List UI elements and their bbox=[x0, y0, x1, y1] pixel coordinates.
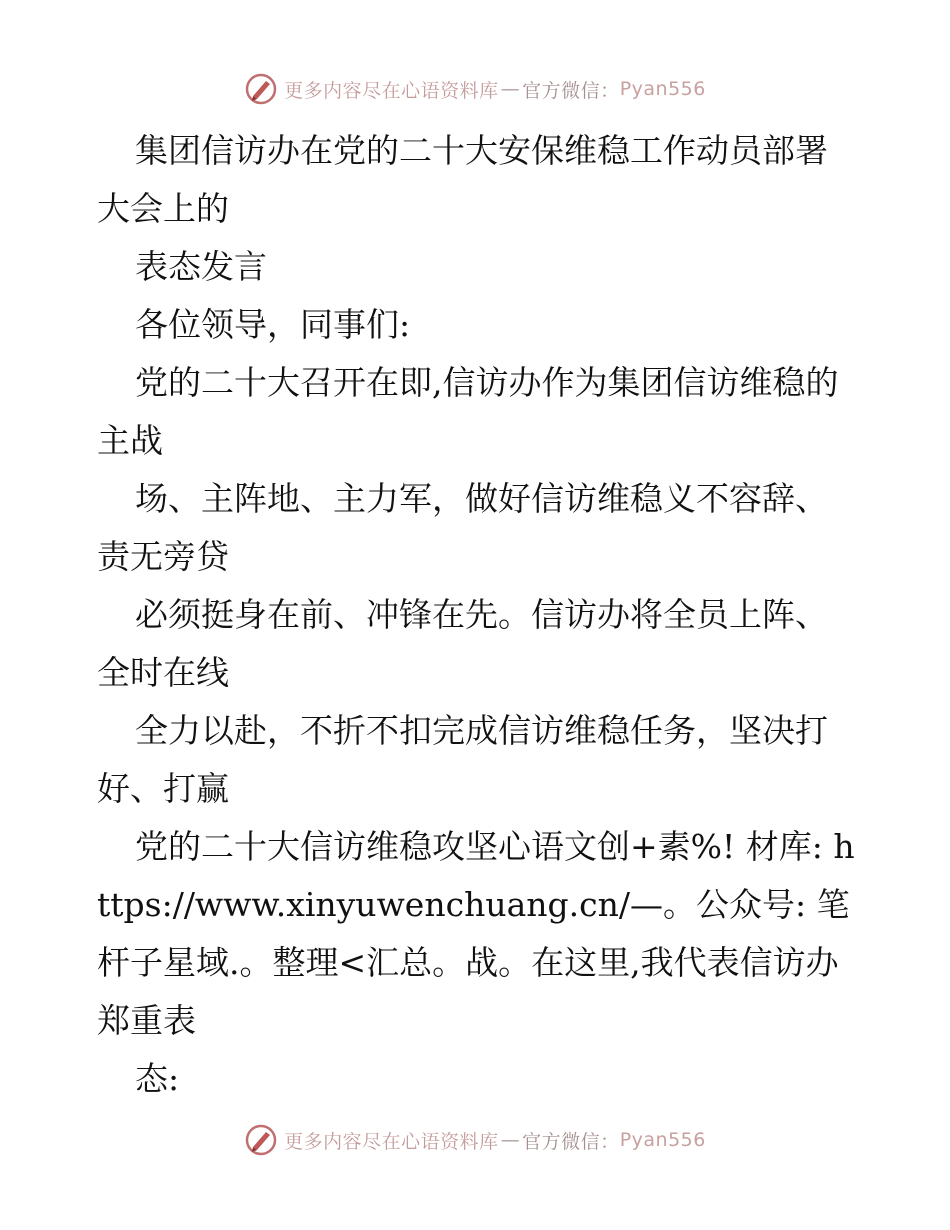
body-paragraph: 全力以赴，不折不扣完成信访维稳任务，坚决打好、打赢 bbox=[97, 711, 828, 808]
title-line: 集团信访办在党的二十大安保维稳工作动员部署大会上的 bbox=[97, 131, 828, 228]
footer-watermark-banner bbox=[0, 1123, 950, 1157]
banner-site-text: 更多内容尽在心语资料库 bbox=[284, 1130, 499, 1153]
subtitle-line: 表态发言 bbox=[135, 247, 267, 286]
banner-wechat-label: 官方微信： bbox=[522, 79, 620, 102]
pen-logo-icon bbox=[244, 1123, 278, 1157]
body-paragraph: 态: bbox=[135, 1059, 180, 1098]
body-paragraph: 党的二十大信访维稳攻坚心语文创+素%! 材库: https://www.xinyuwenchuang.cn/—。公众号: 笔杆子星域.。整理<汇总。战。在这里,我代表信访办郑重表 bbox=[97, 827, 855, 1040]
banner-site-text: 更多内容尽在心语资料库 bbox=[284, 79, 499, 102]
body-paragraph: 党的二十大召开在即,信访办作为集团信访维稳的主战 bbox=[97, 363, 839, 460]
banner-wechat-id: Pyan556 bbox=[619, 78, 706, 100]
body-paragraph: 必须挺身在前、冲锋在先。信访办将全员上阵、全时在线 bbox=[97, 595, 828, 692]
banner-dash: — bbox=[500, 1129, 521, 1151]
pen-logo-icon bbox=[244, 72, 278, 106]
document-body bbox=[97, 122, 857, 1108]
banner-wechat-id: Pyan556 bbox=[619, 1129, 706, 1151]
body-paragraph: 场、主阵地、主力军，做好信访维稳义不容辞、责无旁贷 bbox=[97, 479, 828, 576]
salutation: 各位领导，同事们: bbox=[135, 305, 411, 344]
banner-wechat-label: 官方微信： bbox=[522, 1130, 620, 1153]
banner-dash: — bbox=[500, 78, 521, 100]
header-watermark-banner bbox=[0, 72, 950, 106]
